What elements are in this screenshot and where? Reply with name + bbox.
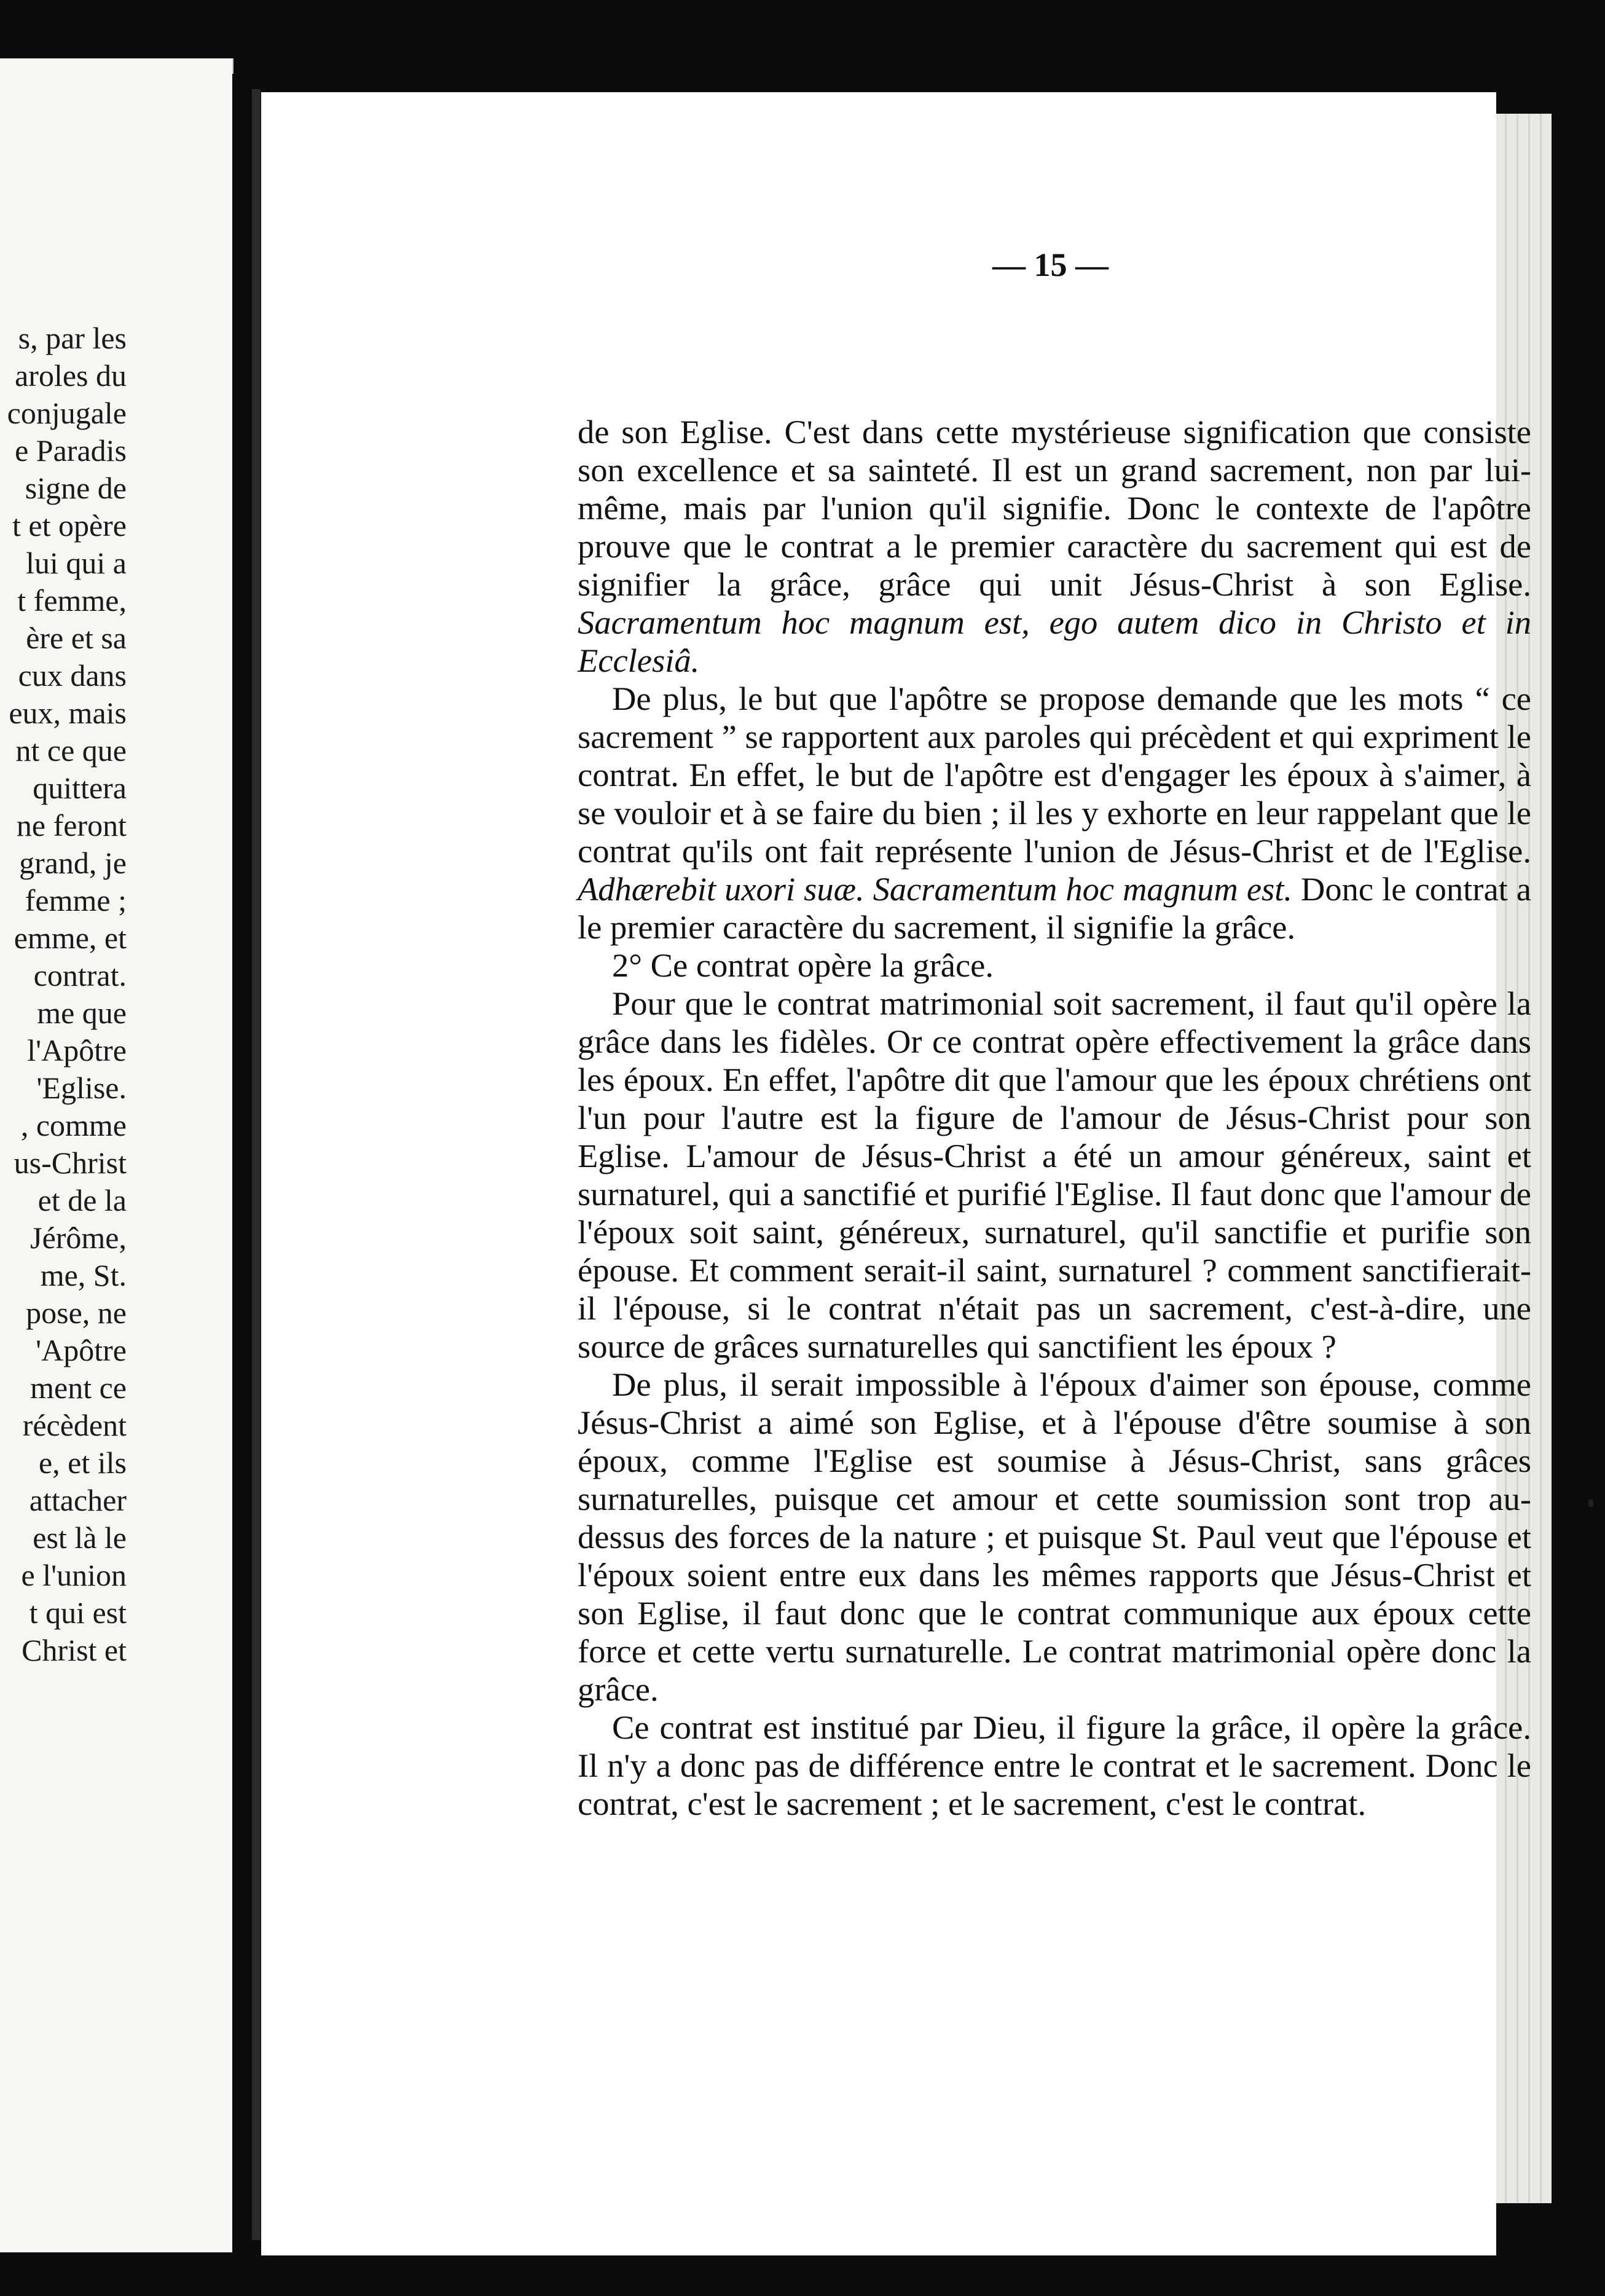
left-page-line: attacher bbox=[29, 1483, 127, 1517]
left-page-line: signe de bbox=[25, 471, 127, 505]
left-page-line: récèdent bbox=[22, 1408, 127, 1442]
left-page-line: ment ce bbox=[30, 1370, 127, 1405]
left-page-line: aroles du bbox=[15, 358, 127, 393]
paragraph bbox=[578, 985, 1531, 1366]
left-page-line: 'Eglise. bbox=[36, 1071, 127, 1105]
paragraph-text: de son Eglise. C'est dans cette mystérieuse signification que consiste son excellence et sa sainteté. Il est un grand sacrement, non par lui-même, mais par l'union qu'il signifie. Donc le contexte de l'apôtre prouve que le contrat a le premier caractère du sacrement qui est de signifier la grâce, grâce qui unit Jésus-Christ à son Eglise. bbox=[578, 413, 1531, 603]
left-page-line: Jérôme, bbox=[30, 1221, 127, 1255]
left-page-line: s, par les bbox=[18, 321, 127, 355]
paragraph bbox=[578, 413, 1531, 680]
left-page-line: pose, ne bbox=[26, 1295, 127, 1330]
left-page-line: conjugale bbox=[7, 396, 127, 430]
paragraph-text: Ce contrat est institué par Dieu, il figure la grâce, il opère la grâce. Il n'y a donc pas de différence entre le contrat et le sacrement. Donc le contrat, c'est le sacrement ; et le sacrement, c'est le contrat. bbox=[578, 1708, 1531, 1822]
left-page-line: grand, je bbox=[19, 846, 127, 880]
left-page-line: ne feront bbox=[16, 808, 127, 843]
left-page-line: e l'union bbox=[21, 1558, 127, 1592]
left-page bbox=[0, 58, 233, 2252]
left-page-line: l'Apôtre bbox=[27, 1033, 127, 1067]
left-page-line: ère et sa bbox=[26, 621, 127, 655]
paragraph bbox=[578, 680, 1531, 946]
latin-quote: Adhærebit uxori suæ. Sacramentum hoc magnum est. bbox=[578, 870, 1292, 908]
left-page-line: eux, mais bbox=[9, 696, 127, 730]
gutter-shadow bbox=[252, 89, 261, 2240]
page-body bbox=[578, 413, 1531, 1823]
left-page-line: lui qui a bbox=[26, 546, 127, 580]
left-page-line: cux dans bbox=[18, 658, 127, 693]
paragraph bbox=[578, 1708, 1531, 1823]
left-page-line: quittera bbox=[33, 771, 127, 805]
scan-speck bbox=[1588, 1500, 1593, 1507]
left-page-line: , comme bbox=[20, 1108, 127, 1142]
left-page-line: t et opère bbox=[12, 508, 127, 543]
book-gutter bbox=[232, 74, 251, 2274]
page-number: — 15 — bbox=[992, 246, 1109, 283]
left-page-text bbox=[0, 320, 127, 1669]
paragraph-text: Pour que le contrat matrimonial soit sacrement, il faut qu'il opère la grâce dans les fidèles. Or ce contrat opère effectivement la grâce dans les époux. En effet, l'apôtre dit que l'amour que les époux chrétiens ont l'un pour l'autre est la figure de l'amour de Jésus-Christ pour son Eglise. L'amour de Jésus-Christ a été un amour généreux, saint et surnaturel, qui a sanctifié et purifié l'Eglise. Il faut donc que l'amour de l'époux soit saint, généreux, surnaturel, qu'il sanctifie et purifie son épouse. Et comment serait-il saint, surnaturel ? comment sanctifierait-il l'épouse, si le contrat n'était pas un sacrement, c'est-à-dire, une source de grâces surnaturelles qui sanctifient les époux ? bbox=[578, 985, 1531, 1365]
paragraph-text-continued: Donc le contrat a le premier caractère du sacrement, il signifie la grâce. bbox=[578, 870, 1531, 946]
left-page-line: t qui est bbox=[29, 1595, 127, 1630]
left-page-line: 'Apôtre bbox=[36, 1333, 127, 1367]
right-page bbox=[261, 92, 1531, 2255]
left-page-line: e Paradis bbox=[15, 433, 127, 468]
left-page-line: est là le bbox=[33, 1520, 127, 1555]
left-page-line: e, et ils bbox=[38, 1445, 127, 1480]
left-page-line: et de la bbox=[37, 1183, 127, 1217]
heading-text: 2° Ce contrat opère la grâce. bbox=[612, 946, 994, 984]
left-page-line: femme ; bbox=[25, 883, 127, 918]
paragraph-text: De plus, le but que l'apôtre se propose demande que les mots “ ce sacrement ” se rapportent aux paroles qui précèdent et qui expriment le contrat. En effet, le but de l'apôtre est d'engager les époux à s'aimer, à se vouloir et à se faire du bien ; il les y exhorte en leur rappelant que le contrat qu'ils ont fait représente l'union de Jésus-Christ et de l'Eglise. bbox=[578, 680, 1531, 870]
latin-quote: Sacramentum hoc magnum est, ego autem dico in Christo et in Ecclesiâ. bbox=[578, 603, 1531, 679]
left-page-line: me que bbox=[37, 996, 127, 1030]
section-heading bbox=[578, 946, 1531, 985]
left-page-line: contrat. bbox=[33, 958, 127, 993]
paragraph bbox=[578, 1366, 1531, 1708]
left-page-line: t femme, bbox=[17, 583, 127, 618]
left-page-line: us-Christ bbox=[14, 1146, 127, 1180]
paragraph-text: De plus, il serait impossible à l'époux d'aimer son épouse, comme Jésus-Christ a aimé son Eglise, et à l'épouse d'être soumise à son époux, comme l'Eglise est soumise à Jésus-Christ, sans grâces surnaturelles, puisque cet amour et cette soumission sont trop au-dessus des forces de la nature ; et puisque St. Paul veut que l'épouse et l'époux soient entre eux dans les mêmes rapports que Jésus-Christ et son Eglise, il faut donc que le contrat communique aux époux cette force et cette vertu surnaturelle. Le contrat matrimonial opère donc la grâce. bbox=[578, 1366, 1531, 1708]
left-page-line: emme, et bbox=[14, 921, 127, 955]
left-page-line: Christ et bbox=[22, 1633, 127, 1667]
left-page-line: me, St. bbox=[40, 1258, 127, 1292]
left-page-line: nt ce que bbox=[15, 733, 127, 768]
